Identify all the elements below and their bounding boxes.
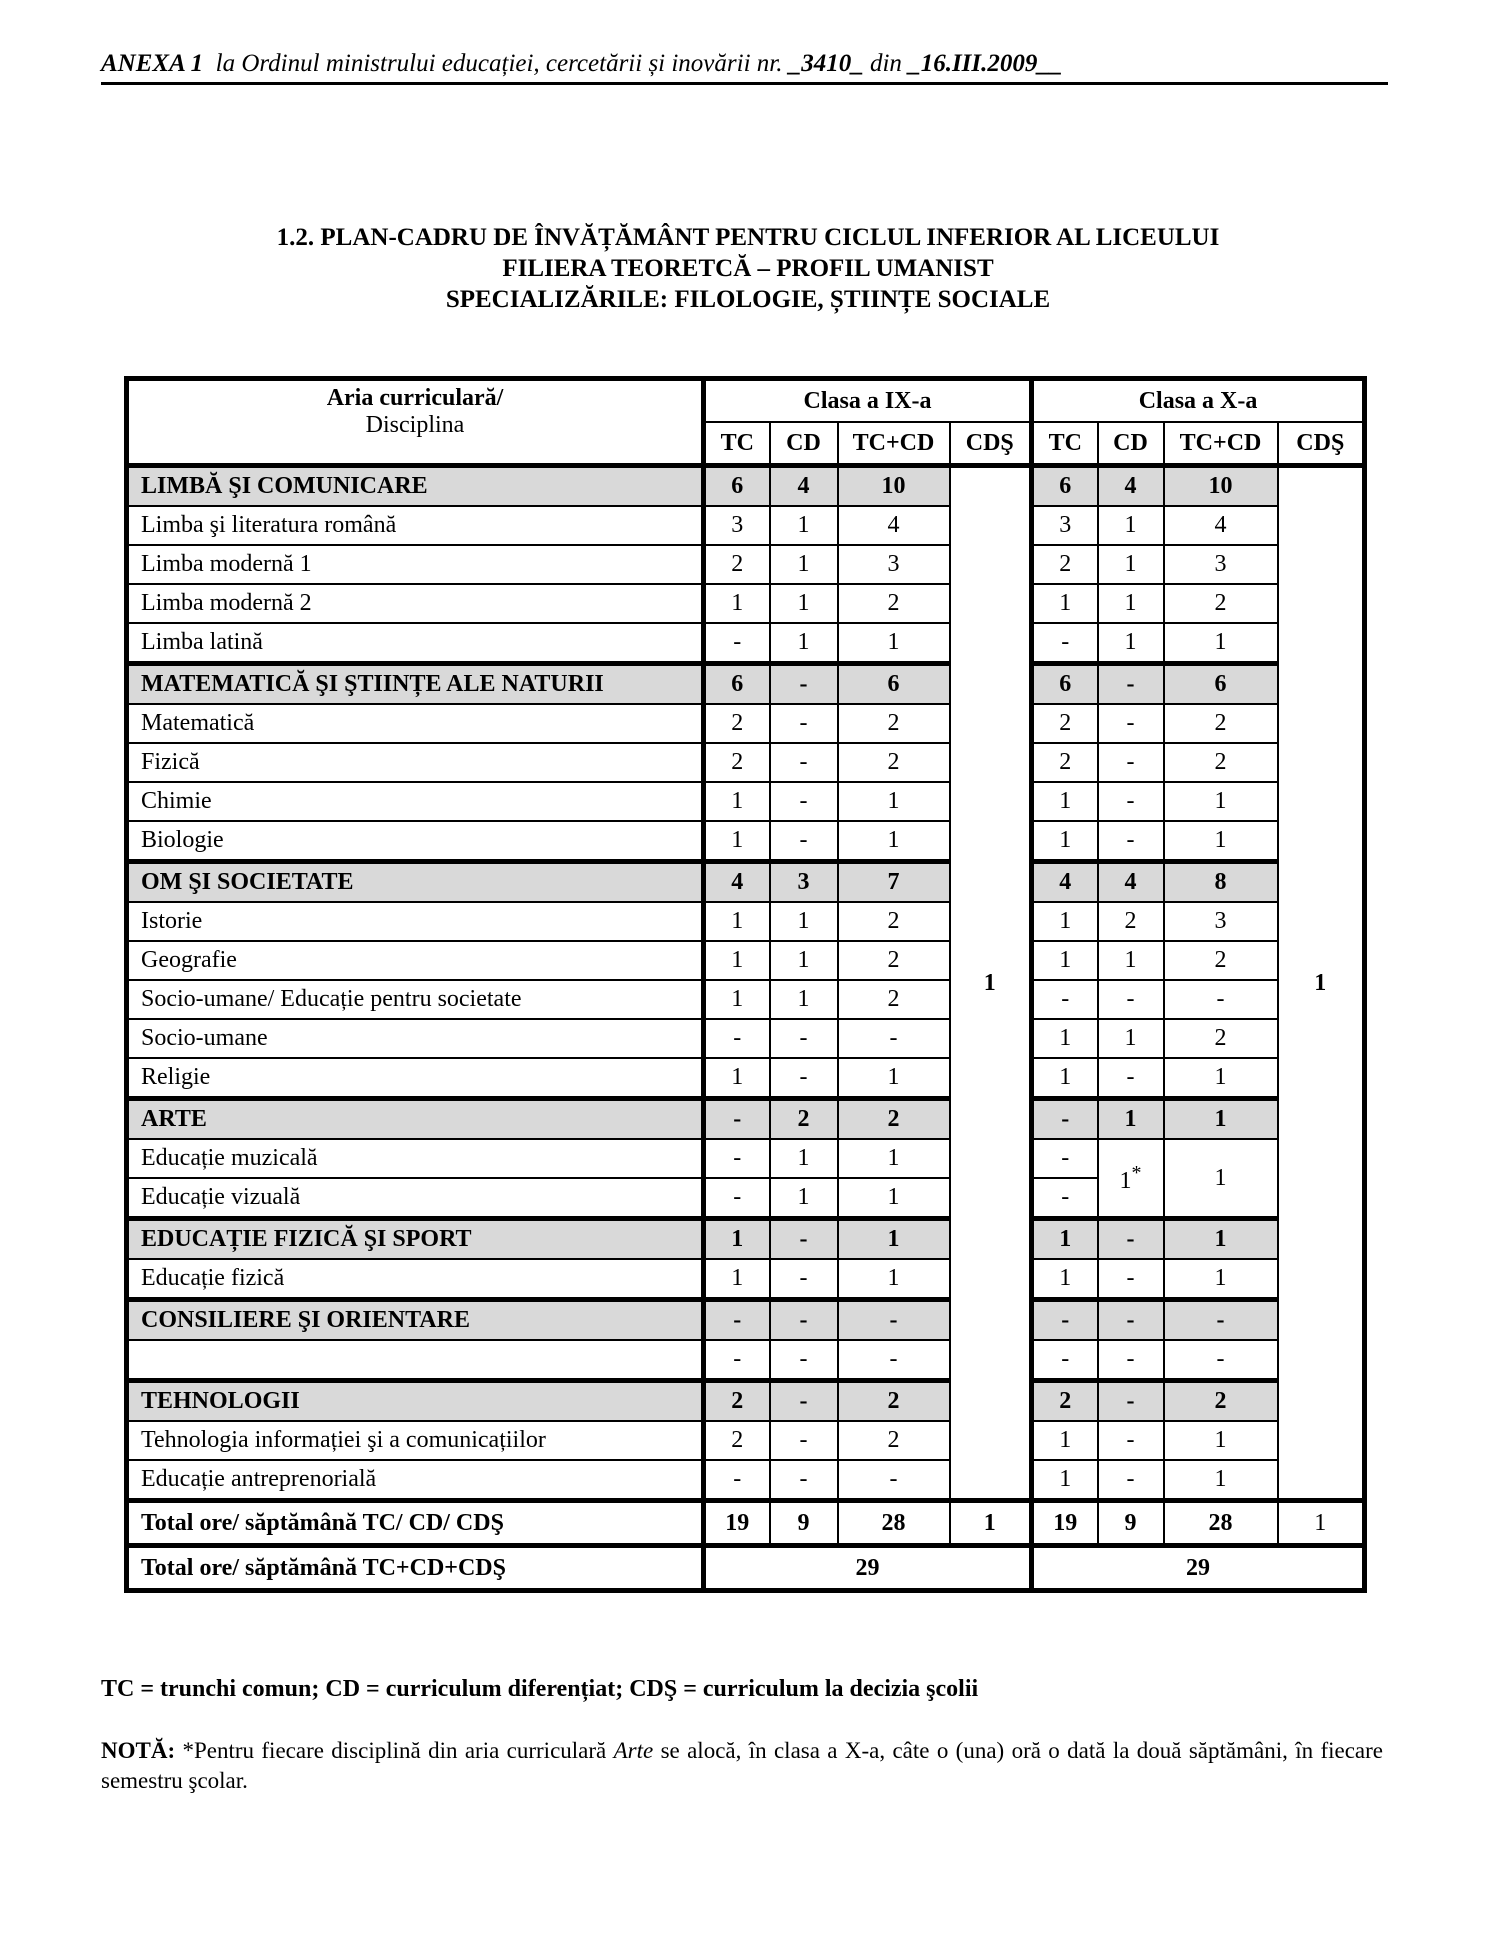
class10-tc: 1: [1032, 941, 1098, 980]
class10-tc: 2: [1032, 704, 1098, 743]
subcolumn-header-cd: CD: [770, 422, 838, 466]
class9-cd: -: [770, 704, 838, 743]
class9-cd: 1: [770, 941, 838, 980]
curriculum-table: [124, 376, 1367, 1593]
class10-tc: -: [1032, 1139, 1098, 1178]
class10-tc: 2: [1032, 1381, 1098, 1422]
class10-cd: -: [1098, 664, 1164, 705]
class10-tc-cd: 1: [1164, 1139, 1278, 1219]
class10-total: 19: [1032, 1501, 1098, 1546]
class9-cd: -: [770, 1259, 838, 1300]
class10-cd: -: [1098, 782, 1164, 821]
class9-cd: -: [770, 1219, 838, 1260]
class9-tc-cd: 2: [838, 743, 950, 782]
discipline-name: Educație muzicală: [127, 1139, 704, 1178]
class9-tc: 1: [704, 584, 770, 623]
class9-tc-cd: 4: [838, 506, 950, 545]
order-number: _3410_: [788, 50, 864, 77]
class10-tc-cd: -: [1164, 1340, 1278, 1381]
class10-tc: 2: [1032, 743, 1098, 782]
curricular-area: LIMBĂ ŞI COMUNICARE: [127, 466, 704, 507]
class10-cd: 1: [1098, 545, 1164, 584]
class10-total: 28: [1164, 1501, 1278, 1546]
class10-tc-cd: 4: [1164, 506, 1278, 545]
class10-cd: -: [1098, 821, 1164, 862]
class9-tc-cd: 1: [838, 821, 950, 862]
note: NOTĂ: *Pentru fiecare disciplină din aria curriculară Arte se alocă, în clasa a X-a, câte o (una) oră o dată la două săptămâni, în fiecare semestru şcolar.: [101, 1738, 1383, 1793]
table-row: [127, 941, 1365, 980]
class9-cd: -: [770, 1381, 838, 1422]
class9-cd: 1: [770, 902, 838, 941]
class9-tc-cd: 10: [838, 466, 950, 507]
discipline-name: Educație fizică: [127, 1259, 704, 1300]
class10-cd: -: [1098, 1340, 1164, 1381]
subcolumn-header-tc+cd: TC+CD: [1164, 422, 1278, 466]
class9-total: 9: [770, 1501, 838, 1546]
class10-cd: 4: [1098, 862, 1164, 903]
discipline-name: Religie: [127, 1058, 704, 1099]
total-row: [127, 1501, 1365, 1546]
curricular-area: MATEMATICĂ ŞI ŞTIINȚE ALE NATURII: [127, 664, 704, 705]
class9-cd: -: [770, 1421, 838, 1460]
class10-tc: 1: [1032, 1421, 1098, 1460]
column-header-discipline: Aria curriculară/ Disciplina: [127, 379, 704, 466]
class10-tc-cd: 1: [1164, 1421, 1278, 1460]
class9-tc-cd: -: [838, 1300, 950, 1341]
class10-tc: -: [1032, 623, 1098, 664]
legend: TC = trunchi comun; CD = curriculum diferențiat; CDŞ = curriculum la decizia şcolii: [101, 1676, 979, 1702]
class9-cd: -: [770, 1019, 838, 1058]
class9-tc: 2: [704, 545, 770, 584]
class9-cd: -: [770, 1340, 838, 1381]
discipline-name: Educație vizuală: [127, 1178, 704, 1219]
curricular-area: OM ŞI SOCIETATE: [127, 862, 704, 903]
class10-tc-cd: 2: [1164, 941, 1278, 980]
class9-tc-cd: 3: [838, 545, 950, 584]
class10-cd: -: [1098, 743, 1164, 782]
curricular-area: CONSILIERE ŞI ORIENTARE: [127, 1300, 704, 1341]
curricular-area: TEHNOLOGII: [127, 1381, 704, 1422]
discipline-name: Limba latină: [127, 623, 704, 664]
class10-tc-cd: 3: [1164, 545, 1278, 584]
class10-cd: -: [1098, 704, 1164, 743]
class9-tc-cd: 1: [838, 1259, 950, 1300]
class10-tc: 3: [1032, 506, 1098, 545]
class9-cd: 1: [770, 545, 838, 584]
class10-tc: -: [1032, 1099, 1098, 1140]
annex-label: ANEXA 1: [101, 50, 204, 77]
class9-tc-cd: 2: [838, 584, 950, 623]
discipline-name: Limba modernă 2: [127, 584, 704, 623]
class10-tc: 6: [1032, 664, 1098, 705]
class10-total: 9: [1098, 1501, 1164, 1546]
class9-cd: -: [770, 782, 838, 821]
class10-tc: -: [1032, 1178, 1098, 1219]
class9-tc: 1: [704, 1219, 770, 1260]
discipline-name: Chimie: [127, 782, 704, 821]
class10-tc: -: [1032, 1340, 1098, 1381]
class9-tc: -: [704, 623, 770, 664]
table-row: [127, 506, 1365, 545]
group-row: [127, 1099, 1365, 1140]
class9-tc: 6: [704, 664, 770, 705]
class9-tc-cd: 7: [838, 862, 950, 903]
class10-total: 1: [1278, 1501, 1365, 1546]
class10-tc: 1: [1032, 1058, 1098, 1099]
class9-tc-cd: -: [838, 1019, 950, 1058]
class9-tc: -: [704, 1300, 770, 1341]
class10-tc-cd: 1: [1164, 1219, 1278, 1260]
class10-tc-cd: 6: [1164, 664, 1278, 705]
discipline-name: Limba modernă 1: [127, 545, 704, 584]
class9-tc: -: [704, 1340, 770, 1381]
table-row: [127, 623, 1365, 664]
class9-tc: 1: [704, 941, 770, 980]
order-date: _16.III.2009__: [908, 50, 1063, 77]
class9-tc-cd: -: [838, 1340, 950, 1381]
class9-tc: 2: [704, 743, 770, 782]
class9-tc: 6: [704, 466, 770, 507]
class9-total: 1: [950, 1501, 1032, 1546]
class10-tc-cd: 2: [1164, 1019, 1278, 1058]
class9-cd: 1: [770, 1139, 838, 1178]
group-row: [127, 1219, 1365, 1260]
class10-tc-cd: 10: [1164, 466, 1278, 507]
title-line: 1.2. PLAN-CADRU DE ÎNVĂȚĂMÂNT PENTRU CICLUL INFERIOR AL LICEULUI: [276, 224, 1220, 251]
group-row: [127, 1381, 1365, 1422]
class9-tc: 1: [704, 1259, 770, 1300]
class10-cds: 1: [1278, 466, 1365, 1501]
class10-cd: 2: [1098, 902, 1164, 941]
header-din: din: [863, 50, 909, 77]
class10-tc: 1: [1032, 1019, 1098, 1058]
table-row: [127, 584, 1365, 623]
class9-cd: 1: [770, 1178, 838, 1219]
subcolumn-header-tc+cd: TC+CD: [838, 422, 950, 466]
discipline-name: Socio-umane: [127, 1019, 704, 1058]
table-row: [127, 1019, 1365, 1058]
curricular-area: EDUCAȚIE FIZICĂ ŞI SPORT: [127, 1219, 704, 1260]
class9-cd: 1: [770, 584, 838, 623]
class9-cd: 2: [770, 1099, 838, 1140]
class9-tc-cd: 2: [838, 980, 950, 1019]
class10-tc: 4: [1032, 862, 1098, 903]
discipline-name: Tehnologia informației şi a comunicațiilor: [127, 1421, 704, 1460]
subcolumn-header-cdş: CDŞ: [950, 422, 1032, 466]
class10-tc-cd: 1: [1164, 623, 1278, 664]
class9-cd: -: [770, 664, 838, 705]
discipline-name: Geografie: [127, 941, 704, 980]
header-text: la Ordinul ministrului educației, cercetării și inovării nr.: [215, 50, 789, 77]
class9-tc: 2: [704, 704, 770, 743]
class9-tc-cd: 2: [838, 1381, 950, 1422]
table-row: [127, 743, 1365, 782]
class9-tc-cd: 1: [838, 623, 950, 664]
table-row: [127, 980, 1365, 1019]
subcolumn-header-cd: CD: [1098, 422, 1164, 466]
class9-cd: -: [770, 1460, 838, 1501]
class10-cd: 1: [1098, 1099, 1164, 1140]
class10-tc-cd: 1: [1164, 1259, 1278, 1300]
class10-tc-cd: -: [1164, 1300, 1278, 1341]
class9-tc: -: [704, 1139, 770, 1178]
subcolumn-header-tc: TC: [1032, 422, 1098, 466]
class9-tc: 2: [704, 1381, 770, 1422]
class9-cd: -: [770, 821, 838, 862]
class10-tc-cd: -: [1164, 980, 1278, 1019]
discipline-name: Socio-umane/ Educație pentru societate: [127, 980, 704, 1019]
total-label: Total ore/ săptămână TC/ CD/ CDŞ: [127, 1501, 704, 1546]
table-row: [127, 1421, 1365, 1460]
table-row: [127, 545, 1365, 584]
discipline-name: Matematică: [127, 704, 704, 743]
class10-tc-cd: 1: [1164, 821, 1278, 862]
table-row: [127, 1460, 1365, 1501]
class9-tc-cd: 1: [838, 1178, 950, 1219]
class9-tc: 2: [704, 1421, 770, 1460]
class9-tc-cd: 1: [838, 1058, 950, 1099]
class9-tc-cd: 1: [838, 1219, 950, 1260]
class10-cd: 1: [1098, 584, 1164, 623]
class10-tc-cd: 1: [1164, 1099, 1278, 1140]
class10-tc-cd: 3: [1164, 902, 1278, 941]
class9-cd: 4: [770, 466, 838, 507]
table-row: [127, 821, 1365, 862]
grand-total-row: [127, 1546, 1365, 1591]
class9-tc: 1: [704, 902, 770, 941]
class10-cd: -: [1098, 1421, 1164, 1460]
class10-tc: 1: [1032, 782, 1098, 821]
table-row: [127, 1259, 1365, 1300]
class9-cd: -: [770, 1300, 838, 1341]
class10-tc-cd: 1: [1164, 782, 1278, 821]
class9-tc-cd: 2: [838, 704, 950, 743]
class10-tc: -: [1032, 980, 1098, 1019]
class9-cd: 3: [770, 862, 838, 903]
document-header: [101, 50, 1388, 85]
class10-tc-cd: 1: [1164, 1058, 1278, 1099]
class9-tc-cd: 1: [838, 782, 950, 821]
class9-tc-cd: 6: [838, 664, 950, 705]
class9-tc: 1: [704, 1058, 770, 1099]
title-line: FILIERA TEORETCĂ – PROFIL UMANIST: [502, 255, 994, 282]
class9-tc: 1: [704, 821, 770, 862]
class10-tc: 6: [1032, 466, 1098, 507]
column-header-class-10: Clasa a X-a: [1032, 379, 1365, 423]
class10-cd: 1: [1098, 623, 1164, 664]
class10-grand-total: 29: [1032, 1546, 1365, 1591]
class10-tc-cd: 2: [1164, 743, 1278, 782]
class10-cd: -: [1098, 1381, 1164, 1422]
table-row: [127, 1139, 1365, 1178]
class10-cd: -: [1098, 1460, 1164, 1501]
class9-cd: 1: [770, 623, 838, 664]
class9-tc: 1: [704, 980, 770, 1019]
class10-tc: 1: [1032, 1460, 1098, 1501]
group-row: [127, 664, 1365, 705]
class9-tc: -: [704, 1019, 770, 1058]
table-row: [127, 1058, 1365, 1099]
class10-tc-cd: 2: [1164, 1381, 1278, 1422]
footnote-marker: *: [1131, 1161, 1142, 1184]
class9-cds: 1: [950, 466, 1032, 1501]
class9-tc: -: [704, 1460, 770, 1501]
class9-cd: -: [770, 743, 838, 782]
class10-tc-cd: 2: [1164, 584, 1278, 623]
class10-tc: 1: [1032, 821, 1098, 862]
discipline-name: Fizică: [127, 743, 704, 782]
discipline-name: [127, 1340, 704, 1381]
table-row: [127, 902, 1365, 941]
class9-tc-cd: 2: [838, 902, 950, 941]
title-line: SPECIALIZĂRILE: FILOLOGIE, ȘTIINȚE SOCIALE: [445, 286, 1051, 313]
class10-tc-cd: 1: [1164, 1460, 1278, 1501]
class10-cd: 4: [1098, 466, 1164, 507]
class10-tc: 1: [1032, 584, 1098, 623]
class9-tc-cd: 2: [838, 1099, 950, 1140]
class9-cd: 1: [770, 980, 838, 1019]
class10-cd: -: [1098, 1219, 1164, 1260]
class9-cd: 1: [770, 506, 838, 545]
table-row: [127, 704, 1365, 743]
table-row: [127, 782, 1365, 821]
document-title: [0, 222, 1496, 315]
class10-tc-cd: 2: [1164, 704, 1278, 743]
class10-cd: 1*: [1098, 1139, 1164, 1219]
group-row: [127, 862, 1365, 903]
class10-cd: -: [1098, 1300, 1164, 1341]
class10-tc: 1: [1032, 902, 1098, 941]
class9-tc: -: [704, 1178, 770, 1219]
class9-tc: 4: [704, 862, 770, 903]
class10-cd: 1: [1098, 1019, 1164, 1058]
class10-cd: 1: [1098, 506, 1164, 545]
class10-tc: 1: [1032, 1259, 1098, 1300]
class9-tc-cd: -: [838, 1460, 950, 1501]
class10-tc: -: [1032, 1300, 1098, 1341]
discipline-name: Limba şi literatura română: [127, 506, 704, 545]
class9-tc: -: [704, 1099, 770, 1140]
class10-cd: -: [1098, 980, 1164, 1019]
class10-cd: 1: [1098, 941, 1164, 980]
column-header-class-9: Clasa a IX-a: [704, 379, 1032, 423]
class9-tc-cd: 2: [838, 1421, 950, 1460]
class10-cd: -: [1098, 1058, 1164, 1099]
class9-tc: 1: [704, 782, 770, 821]
grand-total-label: Total ore/ săptămână TC+CD+CDŞ: [127, 1546, 704, 1591]
discipline-name: Biologie: [127, 821, 704, 862]
discipline-name: Istorie: [127, 902, 704, 941]
class9-grand-total: 29: [704, 1546, 1032, 1591]
discipline-name: Educație antreprenorială: [127, 1460, 704, 1501]
class9-total: 28: [838, 1501, 950, 1546]
class10-cd: -: [1098, 1259, 1164, 1300]
class9-cd: -: [770, 1058, 838, 1099]
curricular-area: ARTE: [127, 1099, 704, 1140]
class10-tc: 2: [1032, 545, 1098, 584]
table-row: [127, 1340, 1365, 1381]
subcolumn-header-tc: TC: [704, 422, 770, 466]
class9-total: 19: [704, 1501, 770, 1546]
group-row: [127, 1300, 1365, 1341]
class9-tc-cd: 1: [838, 1139, 950, 1178]
subcolumn-header-cdş: CDŞ: [1278, 422, 1365, 466]
class10-tc-cd: 8: [1164, 862, 1278, 903]
group-row: [127, 466, 1365, 507]
class9-tc-cd: 2: [838, 941, 950, 980]
class9-tc: 3: [704, 506, 770, 545]
class10-tc: 1: [1032, 1219, 1098, 1260]
